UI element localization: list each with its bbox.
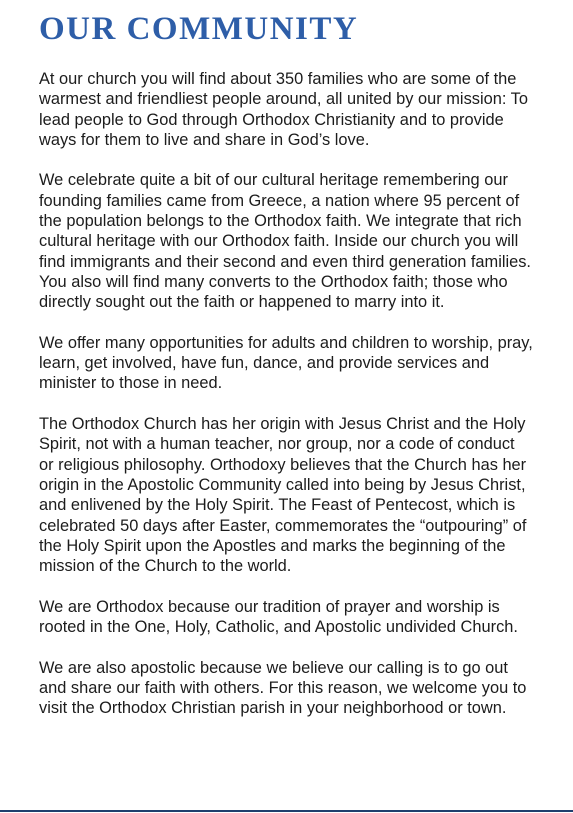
bottom-divider (0, 810, 573, 812)
paragraph-orthodox: We are Orthodox because our tradition of prayer and worship is rooted in the One, Holy, Catholic, and Apostolic undivided Church. (39, 597, 518, 637)
paragraph-heritage: We celebrate quite a bit of our cultural heritage remembering our founding families came from Greece, a nation where 95 percent of the population belongs to the Orthodox faith. We integrate that rich cultural heritage with our Orthodox faith. Inside our church you will find immigrants and their second and even third generation families. You also will find many converts to the Orthodox faith; those who directly sought out the faith or happened to marry into it. (39, 171, 531, 312)
page-title: OUR COMMUNITY (39, 11, 359, 47)
paragraph-origin: The Orthodox Church has her origin with Jesus Christ and the Holy Spirit, not with a human teacher, nor group, nor a code of conduct or religious philosophy. Orthodoxy believes that the Church has her origin in the Apostolic Community called into being by Jesus Christ, and enlivened by the Holy Spirit. The Feast of Pentecost, which is celebrated 50 days after Easter, commemorates the “outpouring” of the Holy Spirit upon the Apostles and marks the beginning of the mission of the Church to the world. (39, 415, 527, 576)
paragraph-mission: At our church you will find about 350 families who are some of the warmest and friendliest people around, all united by our mission: To lead people to God through Orthodox Christianity and to provide ways for them to live and share in God’s love. (39, 70, 528, 149)
paragraph-opportunities: We offer many opportunities for adults and children to worship, pray, learn, get involved, have fun, dance, and provide services and minister to those in need. (39, 333, 533, 393)
paragraph-apostolic: We are also apostolic because we believe our calling is to go out and share our faith with others. For this reason, we welcome you to visit the Orthodox Christian parish in your neighborhood or town. (39, 658, 527, 718)
body-text (39, 69, 533, 719)
